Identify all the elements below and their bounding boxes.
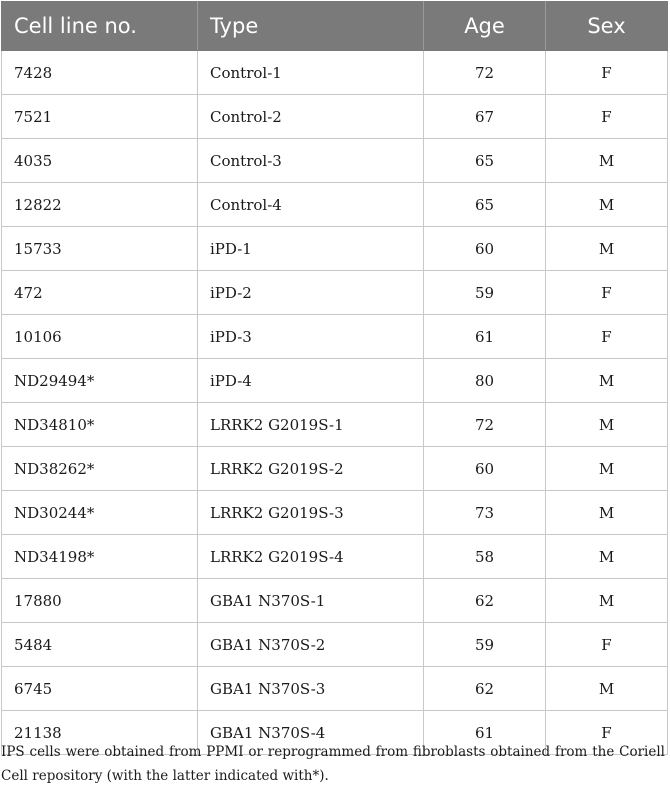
cell-line-value: 17880 xyxy=(2,579,198,623)
sex-value: F xyxy=(546,315,668,359)
header-sex: Sex xyxy=(546,2,668,51)
sex-value: M xyxy=(546,667,668,711)
cell-line-value: 4035 xyxy=(2,139,198,183)
sex-value: M xyxy=(546,447,668,491)
cell-line-value: ND34810* xyxy=(2,403,198,447)
table-row xyxy=(2,579,668,623)
table-body xyxy=(2,51,668,755)
sex-value: M xyxy=(546,491,668,535)
cell-line-value: ND29494* xyxy=(2,359,198,403)
table-row xyxy=(2,95,668,139)
sex-value: F xyxy=(546,623,668,667)
cell-line-value: 7428 xyxy=(2,51,198,95)
type-value: GBA1 N370S-3 xyxy=(198,667,424,711)
sex-value: M xyxy=(546,535,668,579)
type-value: LRRK2 G2019S-4 xyxy=(198,535,424,579)
type-value: Control-4 xyxy=(198,183,424,227)
type-value: iPD-3 xyxy=(198,315,424,359)
type-value: LRRK2 G2019S-3 xyxy=(198,491,424,535)
cell-line-value: 15733 xyxy=(2,227,198,271)
table-row xyxy=(2,227,668,271)
age-value: 62 xyxy=(424,667,546,711)
cell-line-value: 21138 xyxy=(2,711,198,755)
type-value: GBA1 N370S-1 xyxy=(198,579,424,623)
age-value: 65 xyxy=(424,139,546,183)
table-row xyxy=(2,139,668,183)
type-value: iPD-1 xyxy=(198,227,424,271)
table-row xyxy=(2,623,668,667)
cell-line-value: 10106 xyxy=(2,315,198,359)
cell-lines-table xyxy=(1,1,668,755)
cell-line-value: ND30244* xyxy=(2,491,198,535)
cell-line-value: 472 xyxy=(2,271,198,315)
type-value: Control-1 xyxy=(198,51,424,95)
age-value: 60 xyxy=(424,447,546,491)
sex-value: F xyxy=(546,51,668,95)
table-footnote: IPS cells were obtained from PPMI or reprogrammed from fibroblasts obtained from the Coriell Cell repository (with the latter indicated with*). xyxy=(1,744,665,784)
header-cell-line: Cell line no. xyxy=(2,2,198,51)
type-value: GBA1 N370S-2 xyxy=(198,623,424,667)
type-value: iPD-2 xyxy=(198,271,424,315)
age-value: 59 xyxy=(424,271,546,315)
header-age: Age xyxy=(424,2,546,51)
cell-line-value: 5484 xyxy=(2,623,198,667)
age-value: 72 xyxy=(424,51,546,95)
table-row xyxy=(2,271,668,315)
table-row xyxy=(2,667,668,711)
sex-value: F xyxy=(546,711,668,755)
age-value: 80 xyxy=(424,359,546,403)
table-row xyxy=(2,183,668,227)
table-row xyxy=(2,403,668,447)
sex-value: M xyxy=(546,403,668,447)
sex-value: M xyxy=(546,139,668,183)
table-row xyxy=(2,315,668,359)
sex-value: F xyxy=(546,271,668,315)
cell-line-value: 6745 xyxy=(2,667,198,711)
table-header xyxy=(2,2,668,51)
table-row xyxy=(2,491,668,535)
age-value: 65 xyxy=(424,183,546,227)
table-row xyxy=(2,447,668,491)
age-value: 67 xyxy=(424,95,546,139)
age-value: 59 xyxy=(424,623,546,667)
type-value: iPD-4 xyxy=(198,359,424,403)
cell-line-value: ND34198* xyxy=(2,535,198,579)
table-row xyxy=(2,51,668,95)
table-row xyxy=(2,359,668,403)
sex-value: M xyxy=(546,183,668,227)
type-value: Control-2 xyxy=(198,95,424,139)
age-value: 62 xyxy=(424,579,546,623)
type-value: LRRK2 G2019S-2 xyxy=(198,447,424,491)
sex-value: M xyxy=(546,579,668,623)
age-value: 72 xyxy=(424,403,546,447)
sex-value: M xyxy=(546,359,668,403)
cell-line-value: 12822 xyxy=(2,183,198,227)
sex-value: F xyxy=(546,95,668,139)
cell-line-value: 7521 xyxy=(2,95,198,139)
type-value: LRRK2 G2019S-1 xyxy=(198,403,424,447)
header-row xyxy=(2,2,668,51)
age-value: 73 xyxy=(424,491,546,535)
type-value: Control-3 xyxy=(198,139,424,183)
age-value: 61 xyxy=(424,711,546,755)
cell-line-value: ND38262* xyxy=(2,447,198,491)
age-value: 61 xyxy=(424,315,546,359)
table-row xyxy=(2,535,668,579)
age-value: 60 xyxy=(424,227,546,271)
age-value: 58 xyxy=(424,535,546,579)
sex-value: M xyxy=(546,227,668,271)
type-value: GBA1 N370S-4 xyxy=(198,711,424,755)
header-type: Type xyxy=(198,2,424,51)
